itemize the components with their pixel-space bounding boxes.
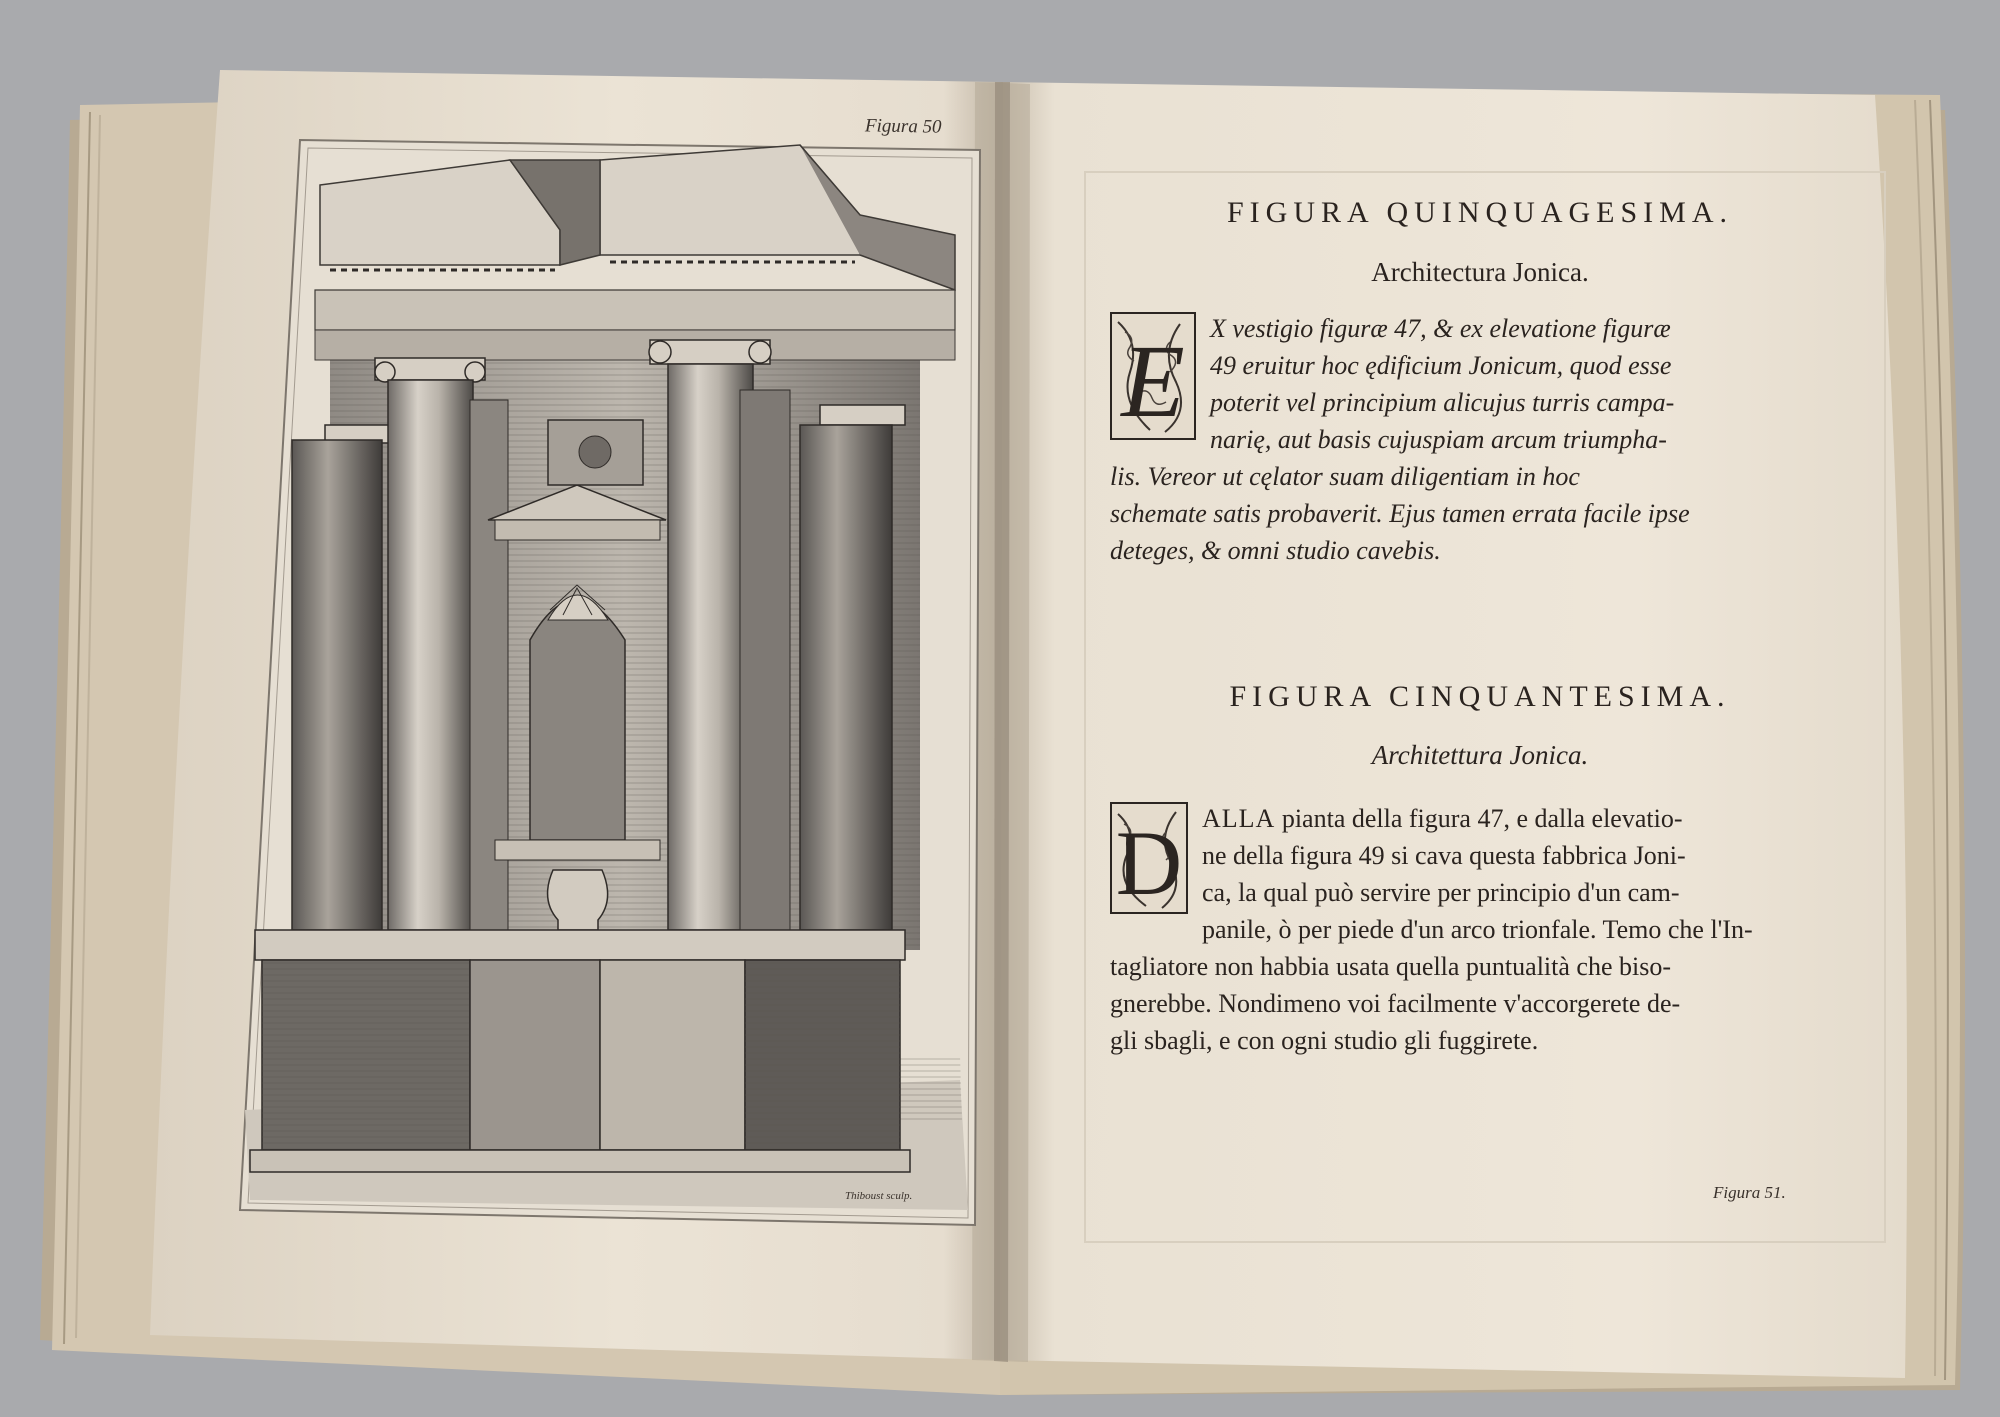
s2-line-7: gli sbagli, e con ogni studio gli fuggirete. bbox=[1110, 1026, 1539, 1055]
dropcap-ornament-d bbox=[1110, 802, 1188, 914]
s1-line-3: poterit vel principium alicujus turris campa- bbox=[1210, 388, 1675, 417]
dropcap-letter-d: D bbox=[1115, 812, 1183, 914]
s1-line-1: X vestigio figuræ 47, & ex elevatione figuræ bbox=[1210, 314, 1671, 343]
s2-line-5: tagliatore non habbia usata quella puntualità che biso- bbox=[1110, 952, 1671, 981]
s2-line-6: gnerebbe. Nondimeno voi facilmente v'accorgerete de- bbox=[1110, 989, 1681, 1018]
s2-line-3: ca, la qual può servire per principio d'un cam- bbox=[1202, 878, 1680, 907]
s1-line-2: 49 eruitur hoc ędificium Jonicum, quod esse bbox=[1210, 351, 1672, 380]
s2-lead-caps: ALLA bbox=[1202, 804, 1276, 833]
column-4 bbox=[800, 425, 892, 930]
section2-title: FIGURA CINQUANTESIMA. bbox=[1229, 680, 1731, 713]
column-1 bbox=[292, 440, 382, 930]
section1-subtitle: Architectura Jonica. bbox=[1371, 257, 1589, 287]
section2-paragraph bbox=[1110, 800, 1800, 1059]
section1-paragraph bbox=[1110, 310, 1800, 569]
section1-title: FIGURA QUINQUAGESIMA. bbox=[1226, 196, 1733, 229]
engraving-plate bbox=[240, 140, 980, 1225]
catchword: Figura 51. bbox=[1713, 1183, 1786, 1202]
column-2 bbox=[388, 380, 473, 930]
s1-line-4: narię, aut basis cujuspiam arcum triumpha- bbox=[1210, 425, 1667, 454]
plate-figure-label: Figura 50 bbox=[864, 115, 942, 138]
engraver-signature: Thiboust sculp. bbox=[845, 1190, 913, 1202]
dropcap-ornament-e bbox=[1110, 312, 1196, 440]
s1-line-6: schemate satis probaverit. Ejus tamen errata facile ipse bbox=[1110, 499, 1690, 528]
dropcap-letter-e: E bbox=[1121, 324, 1185, 439]
s2-line-2: ne della figura 49 si cava questa fabbrica Joni- bbox=[1202, 841, 1686, 870]
s2-line-1: pianta della figura 47, e dalla elevatio- bbox=[1275, 804, 1683, 833]
s1-line-7: deteges, & omni studio cavebis. bbox=[1110, 536, 1441, 565]
s2-line-4: panile, ò per piede d'un arco trionfale. Temo che l'In- bbox=[1202, 915, 1753, 944]
section2-subtitle: Architettura Jonica. bbox=[1371, 740, 1589, 770]
s1-line-5: lis. Vereor ut cęlator suam diligentiam in hoc bbox=[1110, 462, 1580, 491]
